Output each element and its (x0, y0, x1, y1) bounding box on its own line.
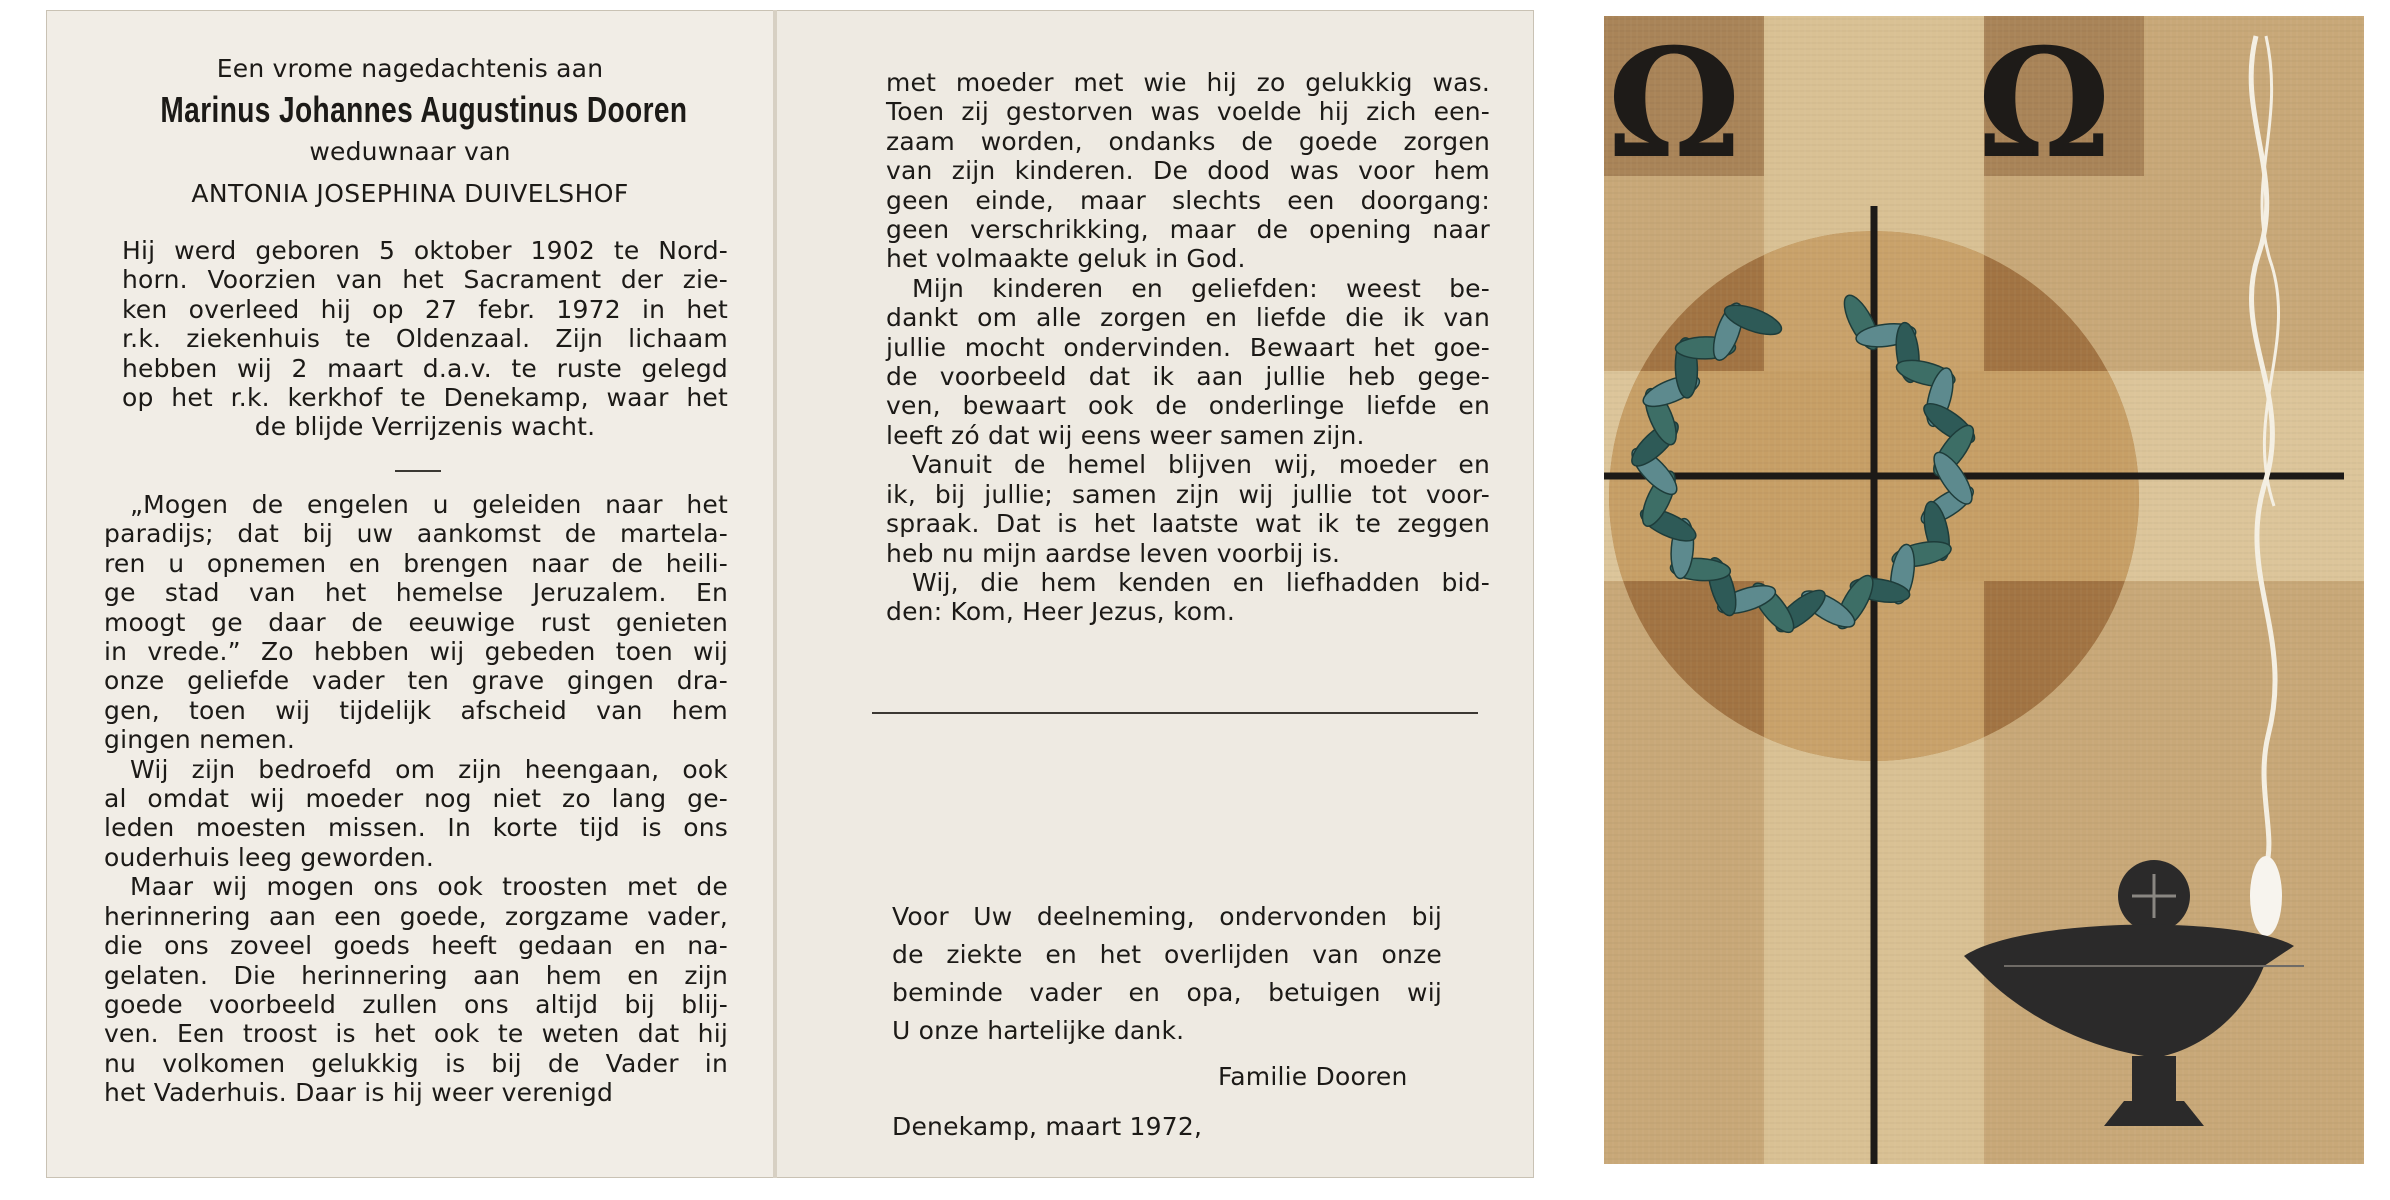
bio-paragraph (122, 236, 728, 442)
text-line: Wij, die hem kenden en liefhadden bid- (912, 567, 1490, 597)
text-line: de blijde Verrijzenis wacht. (254, 412, 596, 442)
thanks-paragraph (892, 898, 1442, 1050)
paragraph-comfort (104, 872, 728, 1107)
text-line: de ziekte en het overlijden van onze (892, 940, 1442, 969)
left-header (90, 52, 730, 214)
text-line: ouderhuis leeg geworden. (104, 842, 435, 872)
text-line: ge stad van het hemelse Jeruzalem. En (104, 578, 728, 608)
text-line: den: Kom, Heer Jezus, kom. (886, 597, 1235, 627)
text-line: ken overleed hij op 27 febr. 1972 in het (122, 294, 728, 324)
divider-short (395, 470, 441, 472)
text-line: beminde vader en opa, betuigen wij (892, 978, 1442, 1007)
text-line: spraak. Dat is het laatste wat ik te zeggen (886, 509, 1490, 539)
alpha-symbol: Ω (1607, 16, 1741, 192)
lamp-flame (2250, 856, 2282, 936)
text-line: al omdat wij moeder nog niet zo lang ge- (104, 784, 728, 814)
paragraph-mother (886, 68, 1490, 274)
text-line: Wij zijn bedroefd om zijn heengaan, ook (130, 754, 728, 784)
text-line: r.k. ziekenhuis te Oldenzaal. Zijn lichaam (122, 324, 728, 354)
text-line: in vrede.” Zo hebben wij gebeden toen wij (104, 637, 728, 667)
text-line: de voorbeeld dat ik aan jullie heb gege- (886, 362, 1490, 392)
text-line: moogt ge daar de eeuwige rust genieten (104, 607, 728, 637)
text-line: U onze hartelijke dank. (892, 1016, 1185, 1045)
spouse-name: ANTONIA JOSEPHINA DUIVELSHOF (191, 179, 629, 208)
left-body-text (104, 490, 728, 1108)
place-date: Denekamp, maart 1972, (892, 1112, 1203, 1141)
text-line: nu volkomen gelukkig is bij de Vader in (104, 1048, 728, 1078)
text-line: Mijn kinderen en geliefden: weest be- (912, 273, 1490, 303)
text-line: geen einde, maar slechts een doorgang: (886, 185, 1490, 215)
page-fold (773, 10, 777, 1178)
text-line: leeft zó dat wij eens weer samen zijn. (886, 420, 1365, 450)
text-line: het volmaakte geluk in God. (886, 244, 1246, 274)
text-line: Hij werd geboren 5 oktober 1902 te Nord- (122, 236, 728, 265)
artwork-svg (1604, 16, 2364, 1164)
paragraph-children (886, 274, 1490, 450)
signature: Familie Dooren (1218, 1062, 1408, 1091)
text-line: Voor Uw deelneming, ondervonden bij (892, 902, 1442, 931)
text-line: herinnering aan een goede, zorgzame vader, (104, 901, 728, 931)
thanks-text (892, 898, 1442, 1050)
text-line: horn. Voorzien van het Sacrament der zie- (122, 265, 728, 295)
text-line: die ons zoveel goeds heeft gedaan en na- (104, 931, 728, 961)
text-line: dankt om alle zorgen en liefde die ik van (886, 303, 1490, 333)
text-line: jullie mocht ondervinden. Bewaart het goe- (886, 332, 1490, 362)
intro-text: Een vrome nagedachtenis aan (216, 54, 604, 83)
right-body-text (886, 68, 1490, 627)
text-line: „Mogen de engelen u geleiden naar het (130, 490, 728, 519)
text-line: onze geliefde vader ten grave gingen dra- (104, 666, 728, 696)
text-line: ven, bewaart ook de onderlinge liefde en (886, 391, 1490, 421)
text-line: gelaten. Die herinnering aan hem en zijn (104, 960, 728, 990)
text-line: zaam worden, ondanks de goede zorgen (886, 126, 1490, 156)
text-line: goede voorbeeld zullen ons altijd bij blij- (104, 989, 728, 1019)
text-line: gen, toen wij tijdelijk afscheid van hem (104, 695, 728, 725)
text-line: met moeder met wie hij zo gelukkig was. (886, 68, 1490, 97)
text-line: geen verschrikking, maar de opening naar (886, 215, 1490, 245)
text-line: ren u opnemen en brengen naar de heili- (104, 548, 728, 578)
divider-long (872, 712, 1478, 714)
text-line: gingen nemen. (104, 725, 296, 755)
paragraph-heaven (886, 450, 1490, 568)
text-line: hebben wij 2 maart d.a.v. te ruste gelegd (122, 353, 728, 383)
text-line: van zijn kinderen. De dood was voor hem (886, 156, 1490, 186)
text-line: Vanuit de hemel blijven wij, moeder en (912, 450, 1490, 480)
text-line: ven. Een troost is het ook te weten dat hij (104, 1019, 728, 1049)
omega-symbol: Ω (1977, 16, 2111, 192)
widower-of-text: weduwnaar van (309, 137, 511, 166)
text-line: Toen zij gestorven was voelde hij zich een- (886, 97, 1490, 127)
paragraph-prayer (886, 568, 1490, 627)
text-line: heb nu mijn aardse leven voorbij is. (886, 538, 1341, 568)
text-line: op het r.k. kerkhof te Denekamp, waar het (122, 383, 728, 413)
text-line: ik, bij jullie; samen zijn wij jullie tot voor- (886, 479, 1490, 509)
prayer-paragraph (104, 490, 728, 755)
text-line: leden moesten missen. In korte tijd is ons (104, 813, 728, 843)
deceased-name: Marinus Johannes Augustinus Dooren (160, 89, 688, 130)
text-line: paradijs; dat bij uw aankomst de martela- (104, 519, 728, 549)
text-line: Maar wij mogen ons ook troosten met de (130, 872, 728, 902)
biography (122, 236, 728, 442)
text-line: het Vaderhuis. Daar is hij weer verenigd (104, 1078, 614, 1108)
paragraph-bereaved (104, 755, 728, 873)
memorial-artwork (1604, 16, 2364, 1164)
